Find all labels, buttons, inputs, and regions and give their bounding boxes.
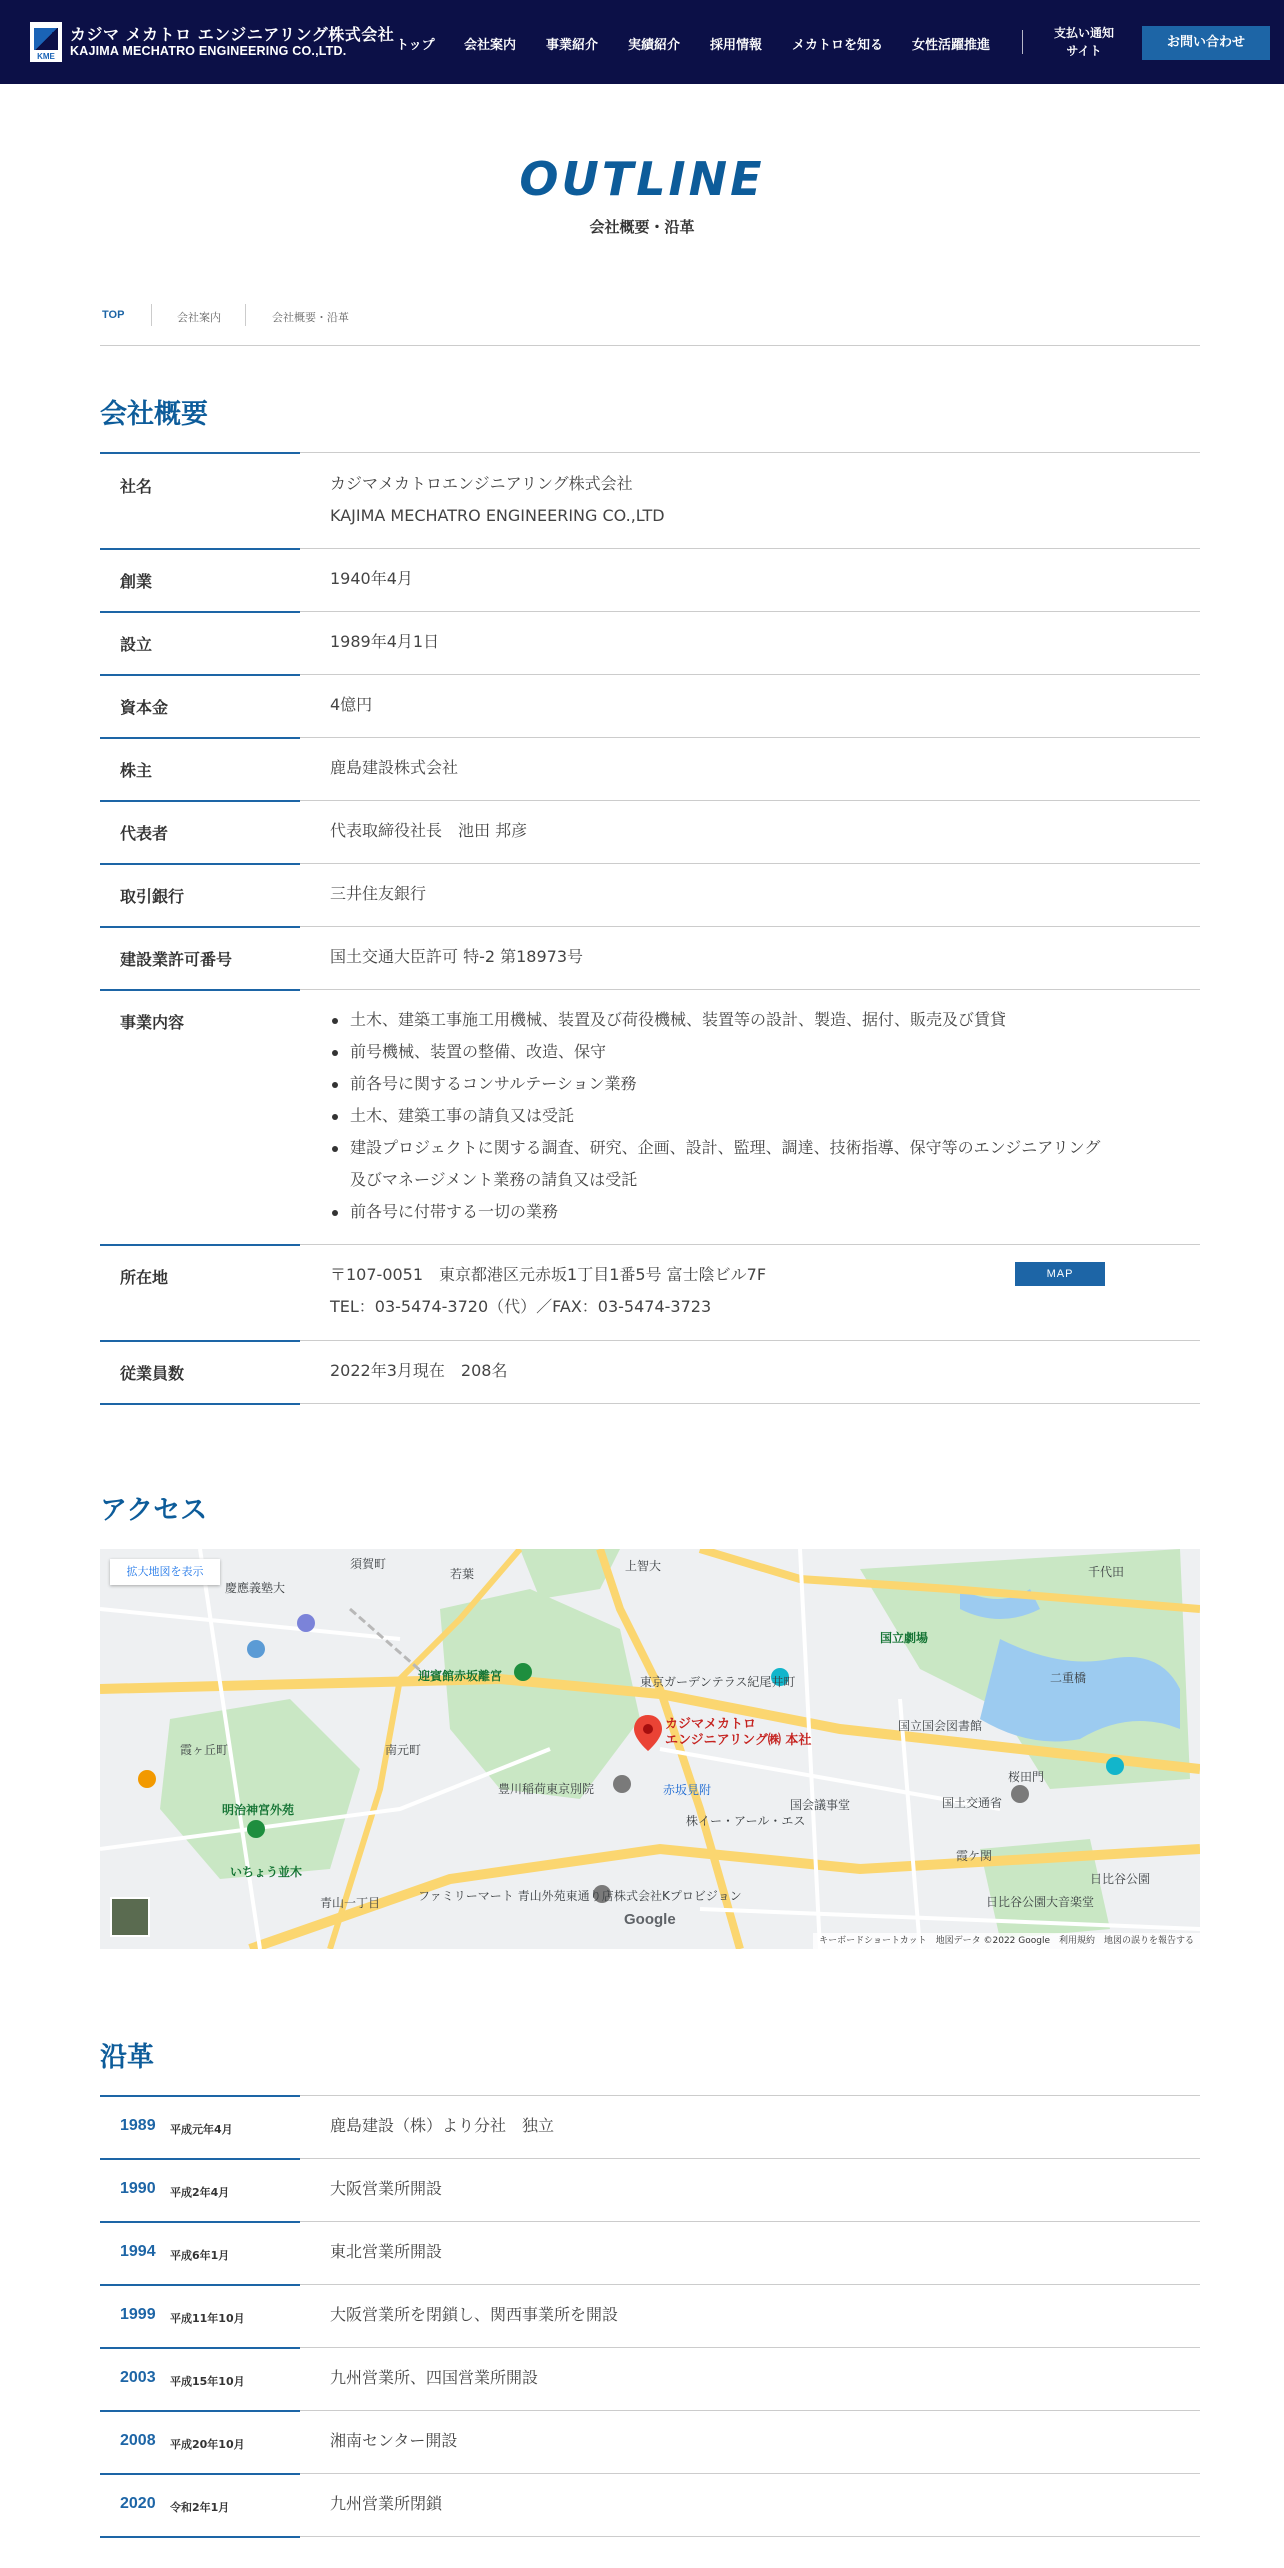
row-rule-accent: [100, 2410, 300, 2412]
poi-marker-icon: [514, 1663, 532, 1681]
history-year: 1989: [120, 2117, 156, 2134]
row-rule: [300, 1340, 1200, 1341]
business-item: 前各号に付帯する一切の業務: [330, 1196, 558, 1228]
row-rule-accent: [100, 1340, 300, 1342]
row-rule-accent: [100, 863, 300, 865]
history-row: [100, 2095, 1200, 2158]
business-item: 前号機械、装置の整備、改造、保守: [330, 1036, 1100, 1068]
google-logo: Google: [624, 1911, 676, 1928]
logo-name-en: KAJIMA MECHATRO ENGINEERING CO.,LTD.: [70, 44, 347, 58]
row-rule: [300, 2410, 1200, 2411]
map-label: ファミリーマート 青山外苑東通り店: [418, 1889, 614, 1903]
breadcrumb-top[interactable]: TOP: [102, 309, 125, 321]
info-value: 三井住友銀行: [330, 884, 427, 903]
map-label: 東京ガーデンテラス紀尾井町: [640, 1675, 796, 1689]
map-label: 日比谷公園大音楽堂: [986, 1895, 1095, 1909]
info-value: 1989年4月1日: [330, 632, 440, 651]
poi-marker-icon: [138, 1770, 156, 1788]
info-label: 代表者: [120, 824, 169, 843]
row-rule-accent: [100, 548, 300, 550]
poi-marker-icon: [297, 1614, 315, 1632]
nav-works[interactable]: 実績紹介: [628, 38, 681, 53]
info-row-address: [100, 1244, 1200, 1340]
map-attribution[interactable]: キーボードショートカット 地図データ ©2022 Google 利用規約 地図の誤りを報告する: [813, 1933, 1200, 1949]
map-label: 二重橋: [1050, 1671, 1087, 1685]
google-map[interactable]: [100, 1549, 1200, 1949]
info-label: 株主: [120, 761, 153, 780]
nav-women[interactable]: 女性活躍推進: [912, 38, 991, 53]
map-pin-label-line2: エンジニアリング㈱ 本社: [665, 1733, 812, 1748]
info-label: 建設業許可番号: [120, 950, 233, 969]
address-text: 〒107-0051 東京都港区元赤坂1丁目1番5号 富士陰ビル7F: [330, 1265, 767, 1284]
map-expand-button[interactable]: 拡大地図を表示: [110, 1559, 220, 1585]
map-satellite-toggle[interactable]: [110, 1897, 150, 1937]
info-row-business: [100, 989, 1200, 1244]
nav-recruit[interactable]: 採用情報: [710, 38, 763, 53]
map-label: 国立劇場: [880, 1631, 929, 1645]
info-label: 資本金: [120, 698, 169, 717]
phone-fax: TEL：03-5474-3720（代）／FAX：03-5474-3723: [330, 1297, 712, 1316]
nav-divider: [1022, 30, 1023, 54]
row-rule-accent: [100, 2284, 300, 2286]
page-subtitle: 会社概要・沿革: [589, 218, 695, 236]
info-value-line1: カジマメカトロエンジニアリング株式会社: [330, 474, 633, 493]
history-end-rule: [100, 2536, 1200, 2537]
info-label: 事業内容: [120, 1013, 185, 1032]
history-row: [100, 2221, 1200, 2284]
history-heading: 沿革: [100, 2042, 154, 2073]
history-year: 1990: [120, 2180, 156, 2197]
map-label: 国立国会図書館: [898, 1719, 983, 1733]
poi-marker-icon: [613, 1775, 631, 1793]
history-year: 2020: [120, 2495, 156, 2512]
map-pin-label: [665, 1717, 811, 1749]
page-title: OUTLINE: [519, 152, 765, 206]
row-rule-accent: [100, 989, 300, 991]
business-list-tail: [330, 1196, 558, 1228]
poi-marker-icon: [1011, 1785, 1029, 1803]
row-rule: [300, 737, 1200, 738]
row-rule: [300, 926, 1200, 927]
row-rule: [300, 2347, 1200, 2348]
map-label: 南元町: [385, 1743, 422, 1757]
access-heading: アクセス: [100, 1495, 208, 1526]
history-era: 平成15年10月: [170, 2375, 245, 2388]
history-event: 大阪営業所を閉鎖し、関西事業所を開設: [330, 2305, 619, 2324]
map-label: 須賀町: [350, 1557, 387, 1571]
row-rule-accent: [100, 2347, 300, 2349]
info-row-shareholder: [100, 737, 1200, 800]
history-event: 湘南センター開設: [330, 2431, 458, 2450]
map-label: 赤坂見附: [663, 1783, 712, 1797]
history-era: 平成11年10月: [170, 2312, 245, 2325]
history-era: 平成元年4月: [170, 2123, 233, 2136]
history-event: 大阪営業所開設: [330, 2179, 443, 2198]
map-label: 国会議事堂: [790, 1798, 851, 1812]
map-label: 霞ケ関: [956, 1849, 993, 1863]
history-event: 九州営業所閉鎖: [330, 2494, 443, 2513]
history-year: 2008: [120, 2432, 156, 2449]
history-year: 1994: [120, 2243, 156, 2260]
info-row-founded: [100, 548, 1200, 611]
contact-button[interactable]: お問い合わせ: [1142, 26, 1270, 60]
map-label: 霞ヶ丘町: [180, 1743, 229, 1757]
row-rule: [300, 800, 1200, 801]
info-label: 取引銀行: [120, 887, 185, 906]
breadcrumb-rule: [100, 345, 1200, 346]
map-label: 千代田: [1088, 1565, 1125, 1579]
map-label: 桜田門: [1008, 1770, 1045, 1784]
row-rule: [300, 548, 1200, 549]
info-label: 従業員数: [120, 1364, 185, 1383]
info-value-line2: KAJIMA MECHATRO ENGINEERING CO.,LTD: [330, 506, 665, 525]
business-item: 土木、建築工事の請負又は受託: [330, 1100, 1100, 1132]
row-rule: [300, 2221, 1200, 2222]
poi-marker-icon: [247, 1820, 265, 1838]
row-rule: [300, 2473, 1200, 2474]
history-year: 1999: [120, 2306, 156, 2323]
info-row-employees: [100, 1340, 1200, 1403]
map-label: 豊川稲荷東京別院: [498, 1782, 595, 1796]
history-event: 東北営業所開設: [330, 2242, 443, 2261]
info-label: 社名: [120, 477, 153, 496]
row-rule: [300, 2284, 1200, 2285]
map-label: 株式会社Kプロビジョン: [614, 1889, 742, 1903]
breadcrumb-current: 会社概要・沿革: [272, 311, 349, 324]
history-event: 九州営業所、四国営業所開設: [330, 2368, 539, 2387]
row-rule: [300, 611, 1200, 612]
info-value: 国土交通大臣許可 特-2 第18973号: [330, 947, 584, 966]
info-value: 4億円: [330, 695, 373, 714]
poi-marker-icon: [1106, 1757, 1124, 1775]
nav-top[interactable]: トップ: [396, 38, 435, 53]
site-header: [0, 0, 1284, 84]
business-item: 前各号に関するコンサルテーション業務: [330, 1068, 1100, 1100]
row-rule: [300, 2095, 1200, 2096]
map-button[interactable]: MAP: [1015, 1262, 1105, 1286]
row-rule-accent: [100, 2095, 300, 2097]
row-rule: [300, 452, 1200, 453]
map-label: いちょう並木: [230, 1865, 303, 1879]
row-rule-accent: [100, 800, 300, 802]
info-label: 創業: [120, 572, 153, 591]
nav-payment-notice-line2: サイト: [1066, 44, 1102, 58]
info-row-bank: [100, 863, 1200, 926]
map-label: 株イー・アール・エス: [686, 1814, 806, 1828]
map-label: 日比谷公園: [1090, 1872, 1151, 1886]
nav-payment-notice[interactable]: [1042, 24, 1126, 60]
history-row: [100, 2158, 1200, 2221]
info-value: 2022年3月現在 208名: [330, 1361, 508, 1380]
map-label: 若葉: [450, 1567, 475, 1581]
row-rule: [300, 674, 1200, 675]
map-label: 慶應義塾大: [225, 1581, 286, 1595]
info-row-capital: [100, 674, 1200, 737]
map-pin-label-line1: カジマメカトロ: [665, 1717, 757, 1732]
info-row-license: [100, 926, 1200, 989]
row-rule-accent: [100, 2473, 300, 2475]
poi-marker-icon: [247, 1640, 265, 1658]
row-rule-accent: [100, 2221, 300, 2223]
info-row-established: [100, 611, 1200, 674]
breadcrumb-company[interactable]: 会社案内: [177, 311, 221, 324]
history-era: 令和2年1月: [170, 2501, 230, 2514]
history-row: [100, 2410, 1200, 2473]
info-value: 鹿島建設株式会社: [330, 758, 459, 777]
history-row: [100, 2347, 1200, 2410]
table-end-rule: [100, 1403, 1200, 1404]
breadcrumb-divider: [151, 304, 152, 326]
history-era: 平成6年1月: [170, 2249, 230, 2262]
history-event: 鹿島建設（株）より分社 独立: [330, 2116, 555, 2135]
logo-mark-icon: [30, 22, 62, 62]
history-year: 2003: [120, 2369, 156, 2386]
row-rule-accent: [100, 1244, 300, 1246]
map-label: 迎賓館赤坂離宮: [418, 1669, 503, 1683]
company-logo[interactable]: [30, 20, 395, 64]
address-line: [330, 1259, 1074, 1291]
row-rule-accent: [100, 737, 300, 739]
breadcrumb-divider: [245, 304, 246, 326]
row-rule: [300, 863, 1200, 864]
nav-business[interactable]: 事業紹介: [546, 38, 599, 53]
nav-company[interactable]: 会社案内: [464, 38, 517, 53]
map-label: 青山一丁目: [320, 1896, 381, 1910]
info-value: 代表取締役社長 池田 邦彦: [330, 821, 528, 840]
business-item: 建設プロジェクトに関する調査、研究、企画、設計、監理、調達、技術指導、保守等のエンジニアリング: [330, 1132, 1100, 1164]
business-item-continued: 及びマネージメント業務の請負又は受託: [350, 1170, 638, 1189]
history-row: [100, 2284, 1200, 2347]
row-rule: [300, 1244, 1200, 1245]
row-rule-accent: [100, 2158, 300, 2160]
business-list: [330, 1004, 1100, 1164]
logo-mark-text: KME: [37, 52, 55, 61]
row-rule: [300, 2158, 1200, 2159]
nav-payment-notice-line1: 支払い通知: [1053, 26, 1114, 40]
info-value: 1940年4月: [330, 569, 413, 588]
nav-about-mechatro[interactable]: メカトロを知る: [792, 38, 884, 53]
row-rule-accent: [100, 926, 300, 928]
history-era: 平成2年4月: [170, 2186, 230, 2199]
row-rule-accent: [100, 452, 300, 454]
info-row-representative: [100, 800, 1200, 863]
row-rule-accent: [100, 674, 300, 676]
row-rule-accent: [100, 611, 300, 613]
logo-name-jp: カジマ メカトロ エンジニアリング株式会社: [70, 25, 395, 44]
business-item: 土木、建築工事施工用機械、装置及び荷役機械、装置等の設計、製造、据付、販売及び賃貸: [330, 1004, 1100, 1036]
map-label: 国土交通省: [942, 1796, 1003, 1810]
info-label: 所在地: [120, 1268, 169, 1287]
map-label: 上智大: [625, 1559, 662, 1573]
info-label: 設立: [120, 635, 153, 654]
row-rule: [300, 989, 1200, 990]
info-row-company-name: [100, 452, 1200, 548]
map-label: 明治神宮外苑: [222, 1803, 295, 1817]
history-row: [100, 2473, 1200, 2536]
history-era: 平成20年10月: [170, 2438, 245, 2451]
overview-heading: 会社概要: [100, 399, 208, 430]
